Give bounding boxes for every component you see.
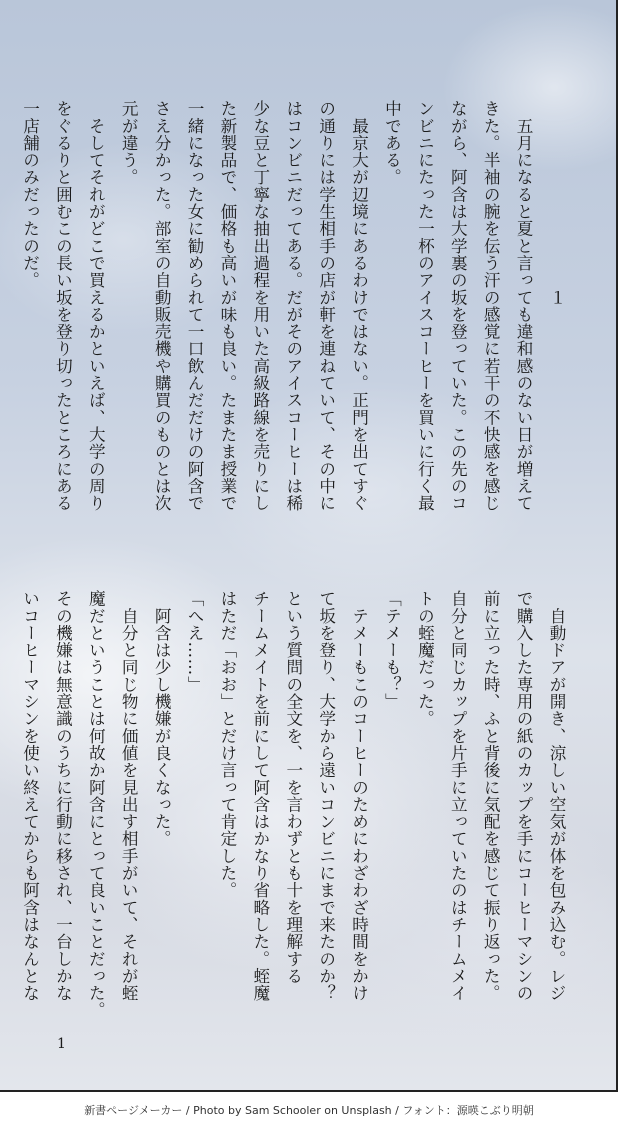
- page-number: 1: [57, 1036, 66, 1052]
- text-block-upper: １ 五月になると夏と言っても違和感のない日が増えて きた。半袖の腕を伝う汗の感覚に若干の不快感を感じ ながら、阿含は大学裏の坂を登っていた。この先のコ ンビニにたった一杯のアイスコーヒーを買いに行く最 中である。 最京大が辺境にあるわけではない。正門を出てすぐ の通りには学生相手の店が軒を連ねていて、その中に はコンビニだってある。だがそのアイスコーヒーは稀 少な豆と丁寧な抽出過程を用いた高級路線を売りにし た新製品で、価格も高いが味も良い。たまたま授業で 一緒になった女に勧められて一口飲んだだけの阿含で さえ分かった。部室の自動販売機や購買のものとは次 元が違う。 そしてそれがどこで買えるかといえば、大学の周り をぐるりと囲むこの長い坂を登り切ったところにある 一店舗のみだったのだ。: [20, 100, 566, 512]
- credit-line: 新書ページメーカー / Photo by Sam Schooler on Unsplash / フォント：源暎こぶり明朝: [84, 1104, 534, 1117]
- text-block-lower: 自動ドアが開き、涼しい空気が体を包み込む。レジ で購入した専用の紙のカップを手にコーヒーマシンの 前に立った時、ふと背後に気配を感じて振り返った。 自分と同じカップを片手に立っていたのはチームメイ トの蛭魔だった。 「テメーも？」 テメーもこのコーヒーのためにわざわざ時間をかけ て坂を登り、大学から遠いコンビニにまで来たのか？ という質問の全文を、一を言わずとも十を理解する チームメイトを前にして阿含はかなり省略した。蛭魔 はただ「おお」とだけ言って肯定した。 「へえ……」 阿含は少し機嫌が良くなった。 自分と同じ物に価値を見出す相手がいて、それが蛭 魔だということは何故か阿含にとって良いことだった。 その機嫌は無意識のうちに行動に移され、一台しかな いコーヒーマシンを使い終えてからも阿含はなんとな: [20, 590, 566, 1019]
